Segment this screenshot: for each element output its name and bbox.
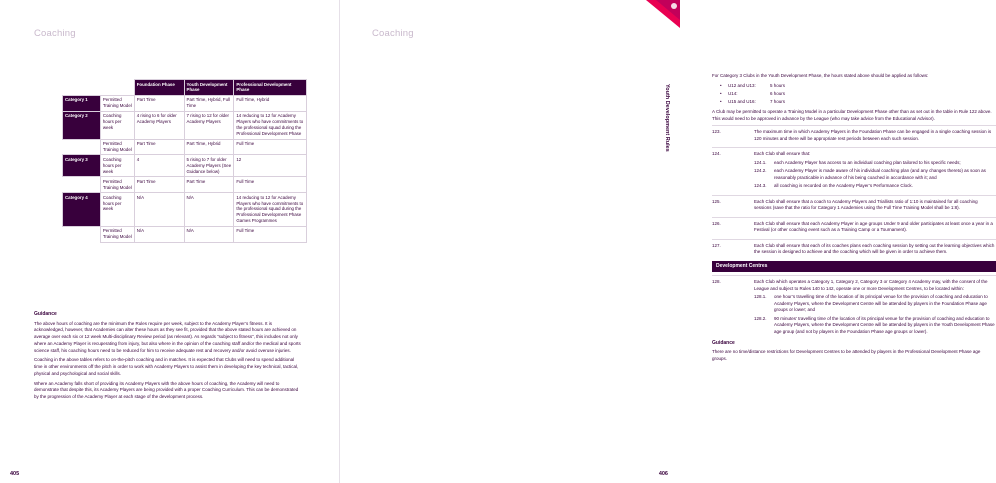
table-row bbox=[63, 95, 307, 111]
rule-text: Each Club shall ensure that each of its coaches plans each coaching session by setting out the learning objectives which the session is designed to achieve and the coaching which will be given in order to achieve them. bbox=[754, 242, 995, 255]
header-foundation: Foundation Phase bbox=[134, 80, 184, 96]
header-blank bbox=[63, 80, 101, 96]
sub-rule bbox=[754, 160, 996, 167]
list-item bbox=[720, 99, 996, 106]
rules-column bbox=[712, 73, 996, 365]
youth-cell: N/A bbox=[184, 226, 234, 242]
rule-number: 128. bbox=[712, 279, 721, 285]
age-group: U12 and U13: bbox=[728, 82, 756, 88]
rule-text: Each Club shall ensure that each Academy Player in age groups Under 9 and older participates at least once a year in a Festival (or other coaching event such as a Training Camp or a Tournament). bbox=[754, 220, 993, 233]
category-cell: Category 3 bbox=[63, 155, 101, 177]
label-cell: Coaching hours per week bbox=[100, 155, 134, 177]
foundation-cell: N/A bbox=[134, 193, 184, 227]
rule-text: The maximum time in which Academy Players in the Foundation Phase can be engaged in a single coaching session is 120 minutes and there will be appropriate rest periods between each such session. bbox=[754, 129, 992, 141]
list-item bbox=[720, 83, 996, 90]
professional-cell: 14 reducing to 12 for Academy Players who have commitments to the professional squad during the Professional Development Phase bbox=[234, 111, 307, 139]
youth-cell: Part Time bbox=[184, 177, 234, 193]
youth-cell: 5 rising to 7 for older Academy Players (See Guidance below) bbox=[184, 155, 234, 177]
left-page bbox=[0, 0, 340, 483]
table-row bbox=[63, 139, 307, 155]
sub-rule-number: 124.3. bbox=[754, 183, 767, 189]
chapter-title: Coaching bbox=[34, 28, 76, 39]
label-cell: Coaching hours per week bbox=[100, 111, 134, 139]
guidance-heading: Guidance bbox=[712, 340, 735, 347]
guidance-paragraph: The above hours of coaching are the minimum the Rules require per week, subject to the Academy Player’s fitness. It is acknowledged, however, that Academies can alter these hours as they see fit, provided that the above stated hours are achieved on average over each six or 12 week Multi-disciplinary Review period (as relevant). As regards “subject to fitness”, this includes not only where an Academy Player is recuperating from injury, but also where in the opinion of the coaching staff and/or the medical and sports science staff, his coaching hours need to be reduced for him to receive adequate rest and recovery and/or avoid overuse injuries. bbox=[34, 320, 301, 353]
guidance-paragraph: Where an Academy falls short of providing its Academy Players with the above hours of coaching, the Academy will need to demonstrate that despite this, its Academy Players are being provided with a proper Coaching Curriculum. This can be demonstrated by the progression of the Academy Player at each stage of the development process. bbox=[34, 380, 299, 399]
guidance-text: There are no time/distance restrictions for Development Centres to be attended by players in the Professional Development Phase age groups. bbox=[712, 349, 981, 361]
header-blank bbox=[100, 80, 134, 96]
label-cell: Coaching hours per week bbox=[100, 193, 134, 227]
sub-rule-text: each Academy Player has access to an individual coaching plan tailored to his specific needs; bbox=[774, 159, 961, 165]
table-row bbox=[63, 111, 307, 139]
table-row bbox=[63, 155, 307, 177]
rule-text: Each Club shall ensure that a coach to Academy Players and Triallists ratio of 1:10 is maintained for all coaching sessions (save that the ratio for Category 1 Academies using the Full Time Training Model shall be 1:8). bbox=[754, 198, 978, 211]
rule-number: 125. bbox=[712, 198, 721, 204]
professional-cell: Full Time, Hybrid bbox=[234, 95, 307, 111]
guidance-paragraph: Coaching in the above tables refers to on-the-pitch coaching and in matches. It is expected that Clubs will need to spend additional time in other environments off the pitch in order to work with Academy Players to assist them in developing the key technical, tactical, physical and psychological and social skills. bbox=[34, 357, 299, 376]
sub-rule-text: all coaching is recorded on the Academy Player’s Performance Clock. bbox=[774, 183, 913, 189]
category-cell: Category 4 bbox=[63, 193, 101, 227]
right-page bbox=[340, 0, 995, 483]
label-cell: Permitted Training Model bbox=[100, 177, 134, 193]
category-cell bbox=[63, 139, 101, 155]
foundation-cell: Part Time bbox=[134, 95, 184, 111]
hours-value: 6 hours bbox=[770, 90, 786, 96]
bullet-icon: • bbox=[720, 98, 722, 104]
foundation-cell: N/A bbox=[134, 226, 184, 242]
label-cell: Permitted Training Model bbox=[100, 95, 134, 111]
premier-league-lion-icon bbox=[646, 0, 680, 28]
foundation-cell: Part Time bbox=[134, 177, 184, 193]
list-item bbox=[720, 91, 996, 98]
rule-item bbox=[712, 125, 996, 142]
sub-rule-text: each Academy Player is made aware of his individual coaching plan (and any changes thereto) as soon as reasonably practicable in advance of his being coached in accordance with it; and bbox=[774, 168, 986, 180]
professional-cell: Full Time bbox=[234, 226, 307, 242]
side-section-label: Youth Development Rules bbox=[664, 84, 670, 152]
sub-rule-text: 90 minutes’ travelling time of the location of its principal venue for the provision of coaching and education to Academy Players, where the Development Centre will be attended by players in the Youth Development Phase age group (and not by players in the Foundation Phase age groups or lower). bbox=[774, 315, 995, 334]
age-group: U15 and U16: bbox=[728, 98, 756, 104]
youth-cell: Part Time, Hybrid, Full Time bbox=[184, 95, 234, 111]
rule-item bbox=[712, 195, 996, 212]
label-cell: Permitted Training Model bbox=[100, 226, 134, 242]
professional-cell: 14 reducing to 12 for Academy Players who have commitments to the professional squad during the Professional Development Phase Games Programmes bbox=[234, 193, 307, 227]
chapter-title: Coaching bbox=[372, 28, 414, 39]
sub-rule-number: 128.1. bbox=[754, 294, 767, 300]
intro-text: For Category 3 Clubs in the Youth Development Phase, the hours stated above should be applied as follows: bbox=[712, 73, 929, 78]
table-row bbox=[63, 226, 307, 242]
rule-text: Each Club which operates a Category 1, Category 2, Category 3 or Category 4 Academy may, with the consent of the League and subject to Rules 140 to 142, operate one or more Development Centres, to be located within: bbox=[754, 279, 988, 291]
rule-item bbox=[712, 239, 996, 256]
bullet-icon: • bbox=[720, 90, 722, 96]
sub-rule-number: 124.1. bbox=[754, 159, 767, 165]
category-cell: Category 1 bbox=[63, 95, 101, 111]
header-youth: Youth Development Phase bbox=[184, 80, 234, 96]
sub-rule-text: one hour’s travelling time of the location of its principal venue for the provision of coaching and education to Academy Players, where the Development Centre will be attended by players in the Foundation Phase age groups or lower; and bbox=[774, 294, 988, 313]
hours-value: 7 hours bbox=[770, 98, 786, 104]
rule-number: 123. bbox=[712, 129, 721, 135]
age-group: U14: bbox=[728, 90, 738, 96]
guidance-left bbox=[34, 311, 302, 404]
sub-rule bbox=[754, 316, 996, 336]
rule-number: 126. bbox=[712, 220, 721, 226]
sub-rule-number: 124.2. bbox=[754, 168, 767, 174]
foundation-cell: 4 bbox=[134, 155, 184, 177]
coaching-hours-table bbox=[62, 79, 307, 243]
sub-rule bbox=[754, 294, 996, 314]
page-number: 405 bbox=[10, 471, 20, 477]
rule-number: 127. bbox=[712, 242, 721, 248]
page-number: 406 bbox=[658, 471, 668, 477]
rule-item bbox=[712, 147, 996, 190]
foundation-cell: 4 rising to 6 for older Academy Players bbox=[134, 111, 184, 139]
sub-rule bbox=[754, 183, 996, 190]
category-cell bbox=[63, 177, 101, 193]
rule-128 bbox=[712, 275, 996, 335]
youth-cell: N/A bbox=[184, 193, 234, 227]
guidance-right bbox=[712, 340, 996, 362]
age-hours-list bbox=[720, 83, 996, 106]
category-cell bbox=[63, 226, 101, 242]
hybrid-paragraph: A Club may be permitted to operate a Training Model in a particular Development Phase other than as set out in the table in Rule 122 above. This would need to be approved in advance by the League (who may take advice from the Educational Advisor). bbox=[712, 109, 992, 121]
section-title-bar: Development Centres bbox=[712, 261, 996, 272]
hours-value: 5 hours bbox=[770, 82, 786, 88]
guidance-heading: Guidance bbox=[34, 311, 57, 317]
rule-text: Each Club shall ensure that: bbox=[754, 151, 811, 157]
rule-number: 124. bbox=[712, 151, 721, 157]
table-row bbox=[63, 177, 307, 193]
table-header-row bbox=[63, 80, 307, 96]
professional-cell: 12 bbox=[234, 155, 307, 177]
youth-cell: Part Time, Hybrid bbox=[184, 139, 234, 155]
foundation-cell: Part Time bbox=[134, 139, 184, 155]
label-cell: Permitted Training Model bbox=[100, 139, 134, 155]
professional-cell: Full Time bbox=[234, 177, 307, 193]
rule-item bbox=[712, 217, 996, 234]
sub-rule bbox=[754, 168, 996, 181]
header-professional: Professional Development Phase bbox=[234, 80, 307, 96]
bullet-icon: • bbox=[720, 82, 722, 88]
table-row bbox=[63, 193, 307, 227]
professional-cell: Full Time bbox=[234, 139, 307, 155]
sub-rule-number: 128.2. bbox=[754, 315, 767, 321]
category-cell: Category 2 bbox=[63, 111, 101, 139]
rules-list bbox=[712, 125, 996, 256]
youth-cell: 7 rising to 12 for older Academy Players bbox=[184, 111, 234, 139]
